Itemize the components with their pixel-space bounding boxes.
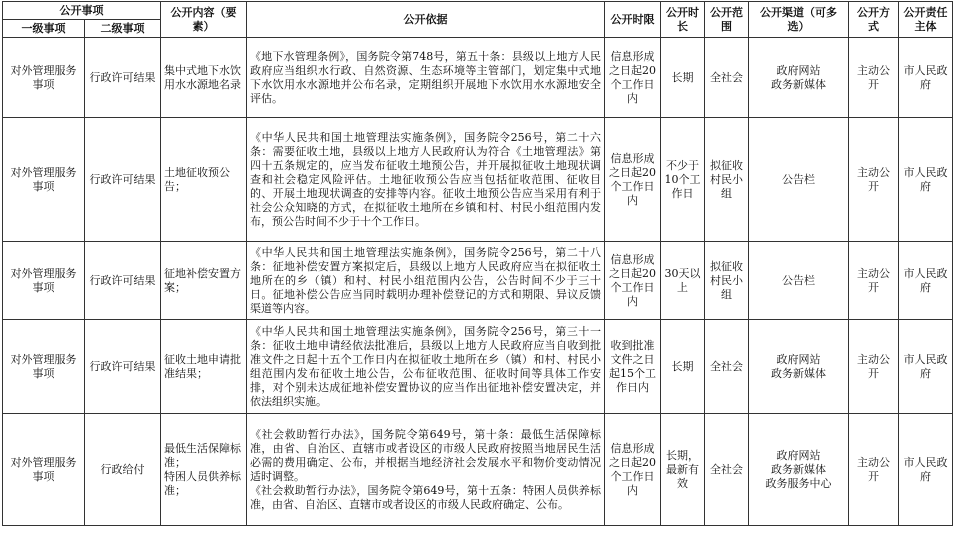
level2-cell: 行政给付 bbox=[85, 414, 161, 526]
header-level1: 一级事项 bbox=[3, 20, 85, 38]
channel-cell: 公告栏 bbox=[749, 118, 849, 242]
header-duration: 公开时长 bbox=[661, 2, 705, 38]
subject-cell: 市人民政府 bbox=[899, 242, 953, 320]
table-row bbox=[3, 320, 953, 414]
content-cell: 征收土地申请批准结果； bbox=[161, 320, 247, 414]
channel-cell: 政府网站 政务新媒体 bbox=[749, 38, 849, 118]
table-row bbox=[3, 414, 953, 526]
content-cell: 征地补偿安置方案； bbox=[161, 242, 247, 320]
method-cell: 主动公开 bbox=[849, 118, 899, 242]
table-row bbox=[3, 38, 953, 118]
header-public-matters: 公开事项 bbox=[3, 2, 161, 20]
channel-cell: 政府网站 政务新媒体 bbox=[749, 320, 849, 414]
scope-cell: 全社会 bbox=[705, 320, 749, 414]
time-limit-cell: 信息形成之日起20个工作日内 bbox=[605, 414, 661, 526]
time-limit-cell: 信息形成之日起20个工作日内 bbox=[605, 242, 661, 320]
header-channel: 公开渠道（可多选） bbox=[749, 2, 849, 38]
time-limit-cell: 收到批准文件之日起15个工作日内 bbox=[605, 320, 661, 414]
header-level2: 二级事项 bbox=[85, 20, 161, 38]
basis-cell: 《社会救助暂行办法》，国务院令第649号，第十条：最低生活保障标准，由省、自治区、直辖市或者设区的市级人民政府按照当地居民生活必需的费用确定、公布，并根据当地经济社会发展水平和物价变动情况适时调整。 《社会救助暂行办法》，国务院令第649号，第十五条：特困人员供养标准，由省、自治区、直辖市或者设区的市级人民政府确定、公布。 bbox=[247, 414, 605, 526]
subject-cell: 市人民政府 bbox=[899, 414, 953, 526]
header-subject: 公开责任主体 bbox=[899, 2, 953, 38]
level2-cell: 行政许可结果 bbox=[85, 38, 161, 118]
duration-cell: 30天以上 bbox=[661, 242, 705, 320]
header-time-limit: 公开时限 bbox=[605, 2, 661, 38]
basis-cell: 《中华人民共和国土地管理法实施条例》，国务院令256号，第二十八条：征地补偿安置方案拟定后，县级以上地方人民政府应当在拟征收土地所在的乡（镇）和村、村民小组范围内公告，公告时间不少于三十日。征地补偿公告应当同时载明办理补偿登记的方式和期限、异议反馈渠道等内容。 bbox=[247, 242, 605, 320]
method-cell: 主动公开 bbox=[849, 320, 899, 414]
subject-cell: 市人民政府 bbox=[899, 38, 953, 118]
level2-cell: 行政许可结果 bbox=[85, 320, 161, 414]
level2-cell: 行政许可结果 bbox=[85, 118, 161, 242]
disclosure-table bbox=[2, 1, 953, 526]
level1-cell: 对外管理服务事项 bbox=[3, 242, 85, 320]
method-cell: 主动公开 bbox=[849, 242, 899, 320]
scope-cell: 拟征收村民小组 bbox=[705, 118, 749, 242]
table-row bbox=[3, 118, 953, 242]
scope-cell: 拟征收村民小组 bbox=[705, 242, 749, 320]
subject-cell: 市人民政府 bbox=[899, 320, 953, 414]
scope-cell: 全社会 bbox=[705, 38, 749, 118]
duration-cell: 长期，最新有效 bbox=[661, 414, 705, 526]
time-limit-cell: 信息形成之日起20个工作日内 bbox=[605, 118, 661, 242]
content-cell: 土地征收预公告； bbox=[161, 118, 247, 242]
time-limit-cell: 信息形成之日起20个工作日内 bbox=[605, 38, 661, 118]
header-basis: 公开依据 bbox=[247, 2, 605, 38]
duration-cell: 不少于10个工作日 bbox=[661, 118, 705, 242]
level1-cell: 对外管理服务事项 bbox=[3, 118, 85, 242]
method-cell: 主动公开 bbox=[849, 414, 899, 526]
duration-cell: 长期 bbox=[661, 320, 705, 414]
header-row-1 bbox=[3, 2, 953, 20]
basis-cell: 《中华人民共和国土地管理法实施条例》，国务院令256号，第三十一条：征收土地申请经依法批准后，县级以上地方人民政府应当自收到批准文件之日起十五个工作日内在拟征收土地所在乡（镇）和村、村民小组范围内发布征收土地公告，公布征收范围、征收时间等具体工作安排，对个别未达成征地补偿安置协议的应当作出征地补偿安置决定，并依法组织实施。 bbox=[247, 320, 605, 414]
basis-cell: 《地下水管理条例》，国务院令第748号，第五十条：县级以上地方人民政府应当组织水行政、自然资源、生态环境等主管部门，划定集中式地下水饮用水水源地并公布名录，定期组织开展地下水饮用水水源地安全评估。 bbox=[247, 38, 605, 118]
level1-cell: 对外管理服务事项 bbox=[3, 320, 85, 414]
channel-cell: 政府网站 政务新媒体 政务服务中心 bbox=[749, 414, 849, 526]
duration-cell: 长期 bbox=[661, 38, 705, 118]
channel-cell: 公告栏 bbox=[749, 242, 849, 320]
header-scope: 公开范围 bbox=[705, 2, 749, 38]
header-content: 公开内容（要素） bbox=[161, 2, 247, 38]
level1-cell: 对外管理服务事项 bbox=[3, 414, 85, 526]
scope-cell: 全社会 bbox=[705, 414, 749, 526]
content-cell: 最低生活保障标准； 特困人员供养标准； bbox=[161, 414, 247, 526]
content-cell: 集中式地下水饮用水水源地名录 bbox=[161, 38, 247, 118]
level2-cell: 行政许可结果 bbox=[85, 242, 161, 320]
header-method: 公开方式 bbox=[849, 2, 899, 38]
table-row bbox=[3, 242, 953, 320]
method-cell: 主动公开 bbox=[849, 38, 899, 118]
level1-cell: 对外管理服务事项 bbox=[3, 38, 85, 118]
basis-cell: 《中华人民共和国土地管理法实施条例》，国务院令256号，第二十六条：需要征收土地，县级以上地方人民政府认为符合《土地管理法》第四十五条规定的，应当发布征收土地预公告，并开展拟征收土地现状调查和社会稳定风险评估。土地征收预公告应当包括征收范围、征收目的、开展土地现状调查的安排等内容。征收土地预公告应当采用有利于社会公众知晓的方式，在拟征收土地所在乡镇和村、村民小组范围内发布，预公告时间不少于十个工作日。 bbox=[247, 118, 605, 242]
subject-cell: 市人民政府 bbox=[899, 118, 953, 242]
